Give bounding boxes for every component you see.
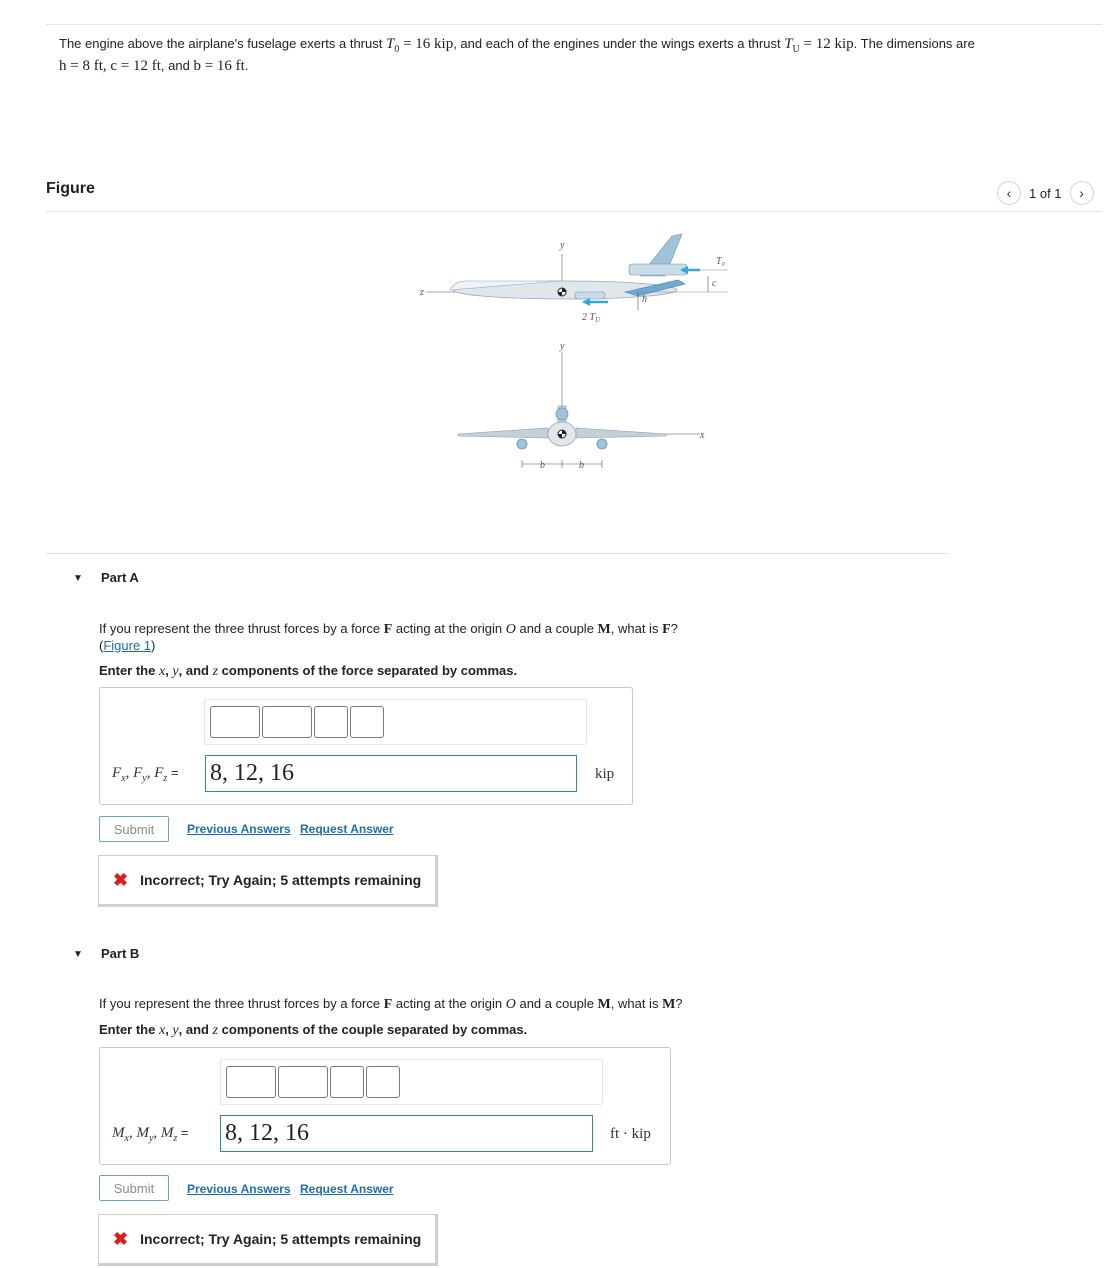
part-b-collapse-icon[interactable]: ▼ (73, 949, 83, 960)
part-b-feedback (98, 1214, 438, 1266)
c-label: c (712, 278, 717, 289)
figure-1-link[interactable]: Figure 1 (103, 638, 152, 653)
x-axis-label: x (700, 430, 705, 441)
part-a-heading[interactable]: Part A (101, 570, 139, 585)
template-sqrt-button[interactable] (314, 706, 348, 738)
airplane-figure (410, 228, 730, 478)
chevron-right-icon: › (1079, 185, 1084, 201)
problem-text-4: , and (160, 58, 194, 73)
part-b-answer-box (99, 1047, 671, 1165)
two-tu-label: 2 $T_U$ (582, 312, 601, 324)
y-axis-label: y (560, 240, 565, 251)
part-a-previous-answers-link[interactable]: Previous Answers (187, 822, 291, 836)
dims-h-c: h = 8 ft, c = 12 ft (59, 58, 161, 74)
h-label: h (642, 294, 647, 305)
figure-bottom-divider (46, 553, 948, 554)
part-b-feedback-text: Incorrect; Try Again; 5 attempts remaining (140, 1231, 422, 1247)
part-a-feedback-text: Incorrect; Try Again; 5 attempts remaining (140, 872, 422, 888)
part-b-answer-input[interactable]: 8, 12, 16 (220, 1115, 593, 1152)
problem-text-5: . (244, 58, 249, 73)
chevron-left-icon: ‹ (1006, 185, 1012, 201)
part-b-math-toolbar (220, 1059, 603, 1105)
part-b-question: If you represent the three thrust forces by a force F acting at the origin O and a couple M, what is M? (99, 996, 683, 1012)
t0-symbol: $T_0 = 16$ kip (385, 36, 454, 55)
template-fraction-button[interactable] (210, 706, 260, 738)
airplane-front-view (458, 341, 705, 471)
problem-text-1: The engine above the airplane's fuselage exerts a thrust (59, 36, 386, 51)
part-b-heading[interactable]: Part B (101, 946, 140, 961)
part-a-request-answer-link[interactable]: Request Answer (300, 822, 394, 836)
part-a-unit: kip (595, 766, 615, 782)
tu-symbol: $T_U = 12$ kip (784, 36, 854, 55)
z-axis-label: z (420, 287, 424, 298)
part-b-request-answer-link[interactable]: Request Answer (300, 1182, 394, 1196)
b-label-right: b (579, 460, 584, 471)
figure-title: Figure (46, 180, 95, 197)
problem-text-3: . The dimensions are (853, 36, 975, 51)
figure-pager (997, 181, 1094, 205)
template-power-button[interactable] (278, 1066, 328, 1098)
part-b-answer-label: $M_x$, $M_y$, $M_z$ = (112, 1125, 189, 1144)
airplane-side-view (419, 234, 728, 324)
part-a-question: If you represent the three thrust forces by a force F acting at the origin O and a couple M, what is F? (Figure 1) (99, 621, 678, 653)
incorrect-x-icon: ✖ (113, 1228, 129, 1249)
pager-text: 1 of 1 (1029, 185, 1062, 201)
dim-b: b = 16 ft (193, 58, 245, 74)
part-a-answer-box (99, 687, 633, 805)
part-a-instructions: Enter the x, y, and z components of the force separated by commas. (99, 663, 518, 679)
part-a-answer-input[interactable]: 8, 12, 16 (205, 755, 577, 792)
y-axis-front-label: y (560, 341, 565, 352)
template-sqrt-button[interactable] (330, 1066, 364, 1098)
part-a-math-toolbar (204, 699, 587, 745)
next-figure-button[interactable] (1070, 181, 1094, 205)
problem-statement (59, 36, 1049, 74)
part-a-submit-button[interactable]: Submit (99, 816, 169, 842)
part-a-answer-label: $F_x$, $F_y$, $F_z$ = (112, 765, 179, 784)
part-b-submit-button[interactable]: Submit (99, 1175, 169, 1201)
part-b-unit: ft · kip (610, 1126, 651, 1142)
prev-figure-button[interactable] (997, 181, 1021, 205)
part-a-collapse-icon[interactable]: ▼ (73, 573, 83, 584)
part-b-previous-answers-link[interactable]: Previous Answers (187, 1182, 291, 1196)
t0-label: T₀ (716, 256, 726, 267)
part-b-instructions: Enter the x, y, and z components of the couple separated by commas. (99, 1022, 528, 1038)
incorrect-x-icon: ✖ (113, 869, 129, 890)
template-abs-button[interactable] (350, 706, 384, 738)
top-divider (46, 24, 1102, 25)
figure-divider (46, 211, 1102, 212)
b-label-left: b (540, 460, 545, 471)
template-fraction-button[interactable] (226, 1066, 276, 1098)
template-abs-button[interactable] (366, 1066, 400, 1098)
part-a-feedback (98, 855, 438, 907)
template-power-button[interactable] (262, 706, 312, 738)
problem-text-2: , and each of the engines under the wings exerts a thrust (453, 36, 785, 51)
